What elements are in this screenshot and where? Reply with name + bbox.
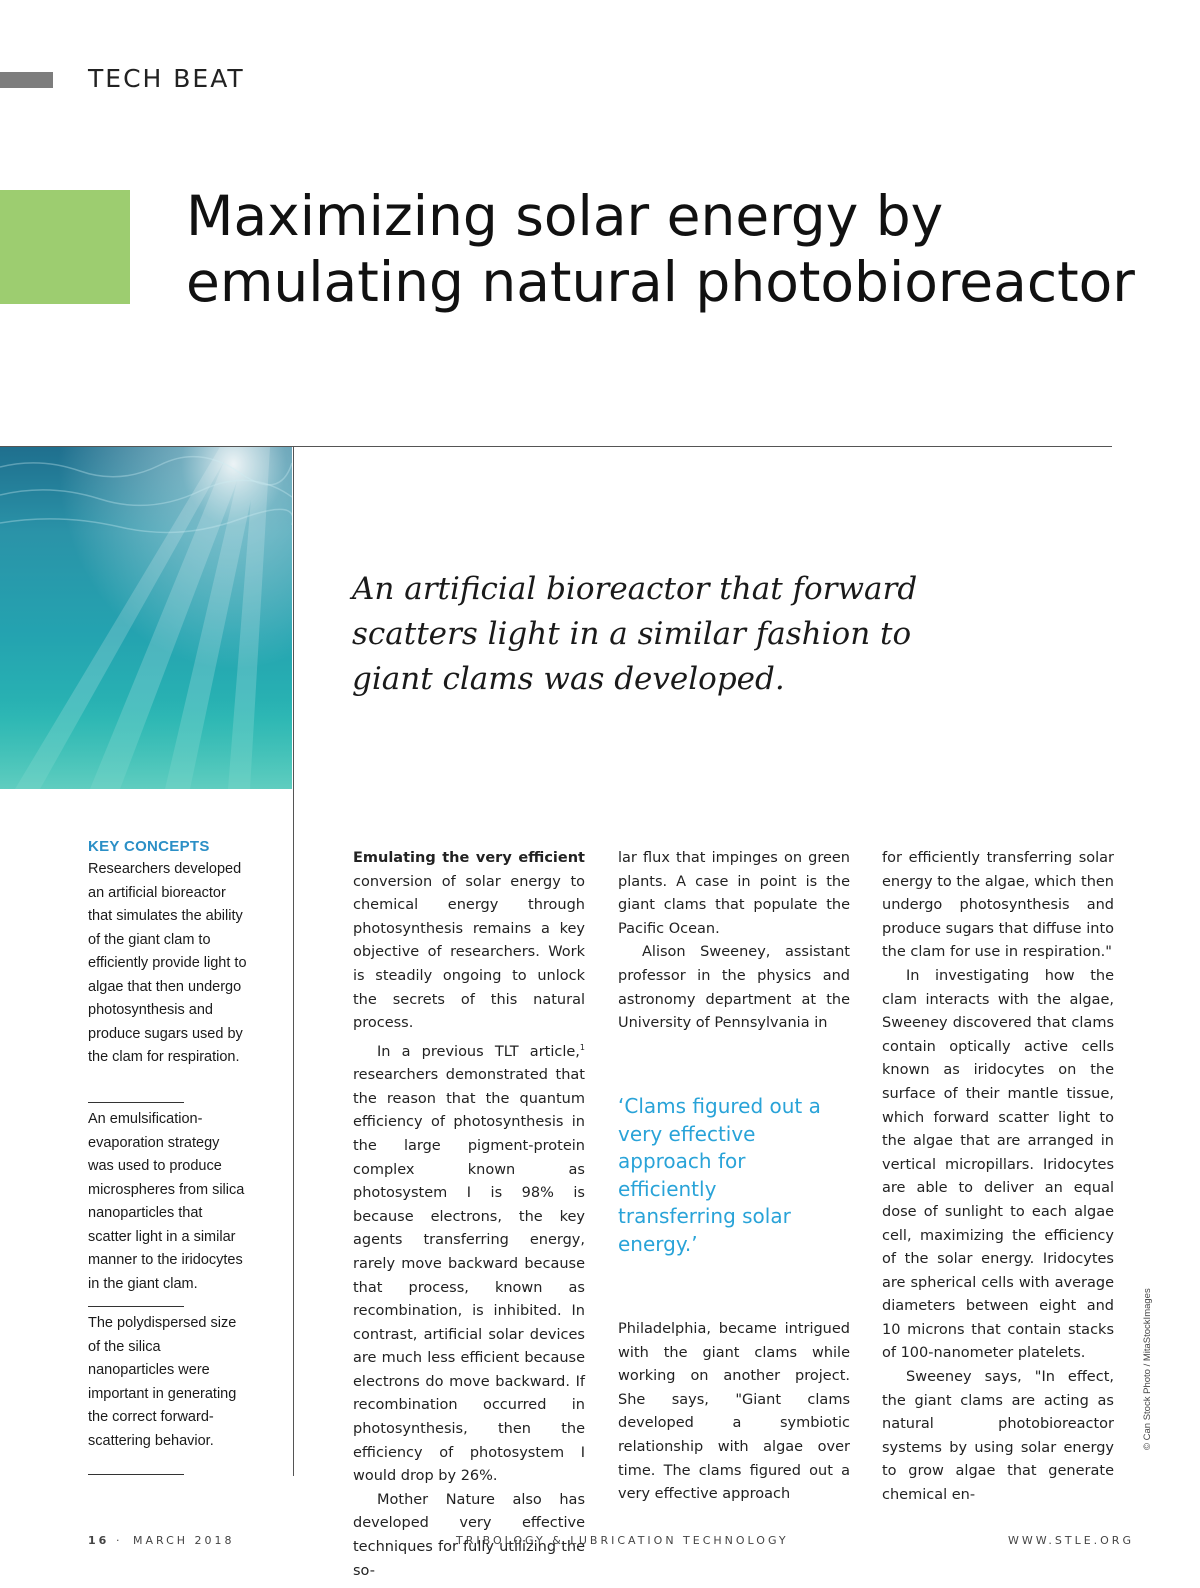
title-accent-block <box>0 190 130 304</box>
body-paragraph <box>353 1036 585 1489</box>
section-marker-bar <box>0 72 53 88</box>
body-paragraph: for efficiently transferring solar energy to the algae, which then undergo photosynthesis and produce sugars that diffuse into the clam for use in respiration." <box>882 850 1114 961</box>
footer-separator: · <box>116 1534 123 1547</box>
body-paragraph <box>353 847 585 1036</box>
pull-quote: ‘Clams figured out a very effective approach for efficiently transferring solar energy.’ <box>618 1094 821 1256</box>
key-concept-divider <box>88 1474 184 1475</box>
body-column-3 <box>882 847 1114 1508</box>
article-deck: An artificial bioreactor that forward scatters light in a similar fashion to giant clams was developed. <box>352 571 918 697</box>
section-label: TECH BEAT <box>88 64 245 93</box>
footnote-ref[interactable]: 1 <box>579 1042 585 1052</box>
paragraph-text: In a previous TLT article, <box>377 1043 580 1060</box>
key-concept-divider <box>88 1102 184 1103</box>
paragraph-text: researchers demonstrated that the reason that the quantum efficiency of photosynthesis in the large pigment-protein complex known as photosystem I is 98% is because electrons, the key agents transferring energy, rarely move backward because that process, known as recombination, is inhibited. In contrast, artificial solar devices are much less efficient because electrons do move backward. If recombination occurred in photosynthesis, then the efficiency of photosystem I would drop by 26%. <box>353 1067 585 1485</box>
key-concept-item: The polydispersed size of the silica nanoparticles were important in generating the correct forward-scattering behavior. <box>88 1315 237 1449</box>
vertical-divider <box>293 446 294 1476</box>
body-paragraph: In investigating how the clam interacts with the algae, Sweeney discovered that clams contain optically active cells known as iridocytes on the surface of their mantle tissue, which forward scatter light to the algae that are arranged in vertical micropillars. Iridocytes are able to deliver an equal dose of sunlight to each algae cell, maximizing the efficiency of the solar energy. Iridocytes are spherical cells with average diameters between eight and 10 microns that contain stacks of 100-nanometer platelets. <box>882 967 1114 1362</box>
website-link[interactable]: WWW.STLE.ORG <box>1008 1534 1134 1547</box>
body-column-2-continued <box>618 1318 850 1507</box>
paragraph-text: conversion of solar energy to chemical energy through photosynthesis remains a key objective of researchers. Work is steadily ongoing to unlock the secrets of this natural process. <box>353 873 585 1032</box>
issue-date: MARCH 2018 <box>133 1534 235 1547</box>
page-number: 16 <box>88 1534 110 1547</box>
underwater-photo <box>0 447 292 789</box>
body-paragraph: lar flux that impinges on green plants. A case in point is the giant clams that populate the Pacific Ocean. <box>618 850 850 937</box>
article-title: Maximizing solar energy by emulating natural photobioreactor <box>186 184 1135 314</box>
key-concept-item: Researchers developed an artificial bioreactor that simulates the ability of the giant clam to efficiently provide light to algae that then undergo photosynthesis and produce sugars used by the clam for respiration. <box>88 861 247 1065</box>
key-concept-divider <box>88 1306 184 1307</box>
body-paragraph: Alison Sweeney, assistant professor in the physics and astronomy department at the University of Pennsylvania in <box>618 944 850 1032</box>
publication-name: TRIBOLOGY & LUBRICATION TECHNOLOGY <box>456 1534 789 1547</box>
lead-in: Emulating the very efficient <box>353 850 585 866</box>
photo-credit: © Can Stock Photo / MitaStockImages <box>1142 1288 1153 1450</box>
body-column-1 <box>353 847 585 1583</box>
key-concept-item: An emulsification-evaporation strategy was used to produce microspheres from silica nanoparticles that scatter light in a similar manner to the iridocytes in the giant clam. <box>88 1111 245 1292</box>
body-paragraph: Mother Nature also has developed very effective techniques for fully utilizing the so- <box>353 1491 585 1579</box>
body-column-2 <box>618 847 850 1036</box>
underwater-scene-image <box>0 447 292 789</box>
body-paragraph: Philadelphia, became intrigued with the giant clams while working on another project. She says, "Giant clams developed a symbiotic relationship with algae over time. The clams figured out a very effective approach <box>618 1321 850 1503</box>
key-concepts-heading: KEY CONCEPTS <box>88 838 210 855</box>
body-paragraph: Sweeney says, "In effect, the giant clams are acting as natural photobioreactor systems by using solar energy to grow algae that generate chemical en- <box>882 1369 1114 1504</box>
